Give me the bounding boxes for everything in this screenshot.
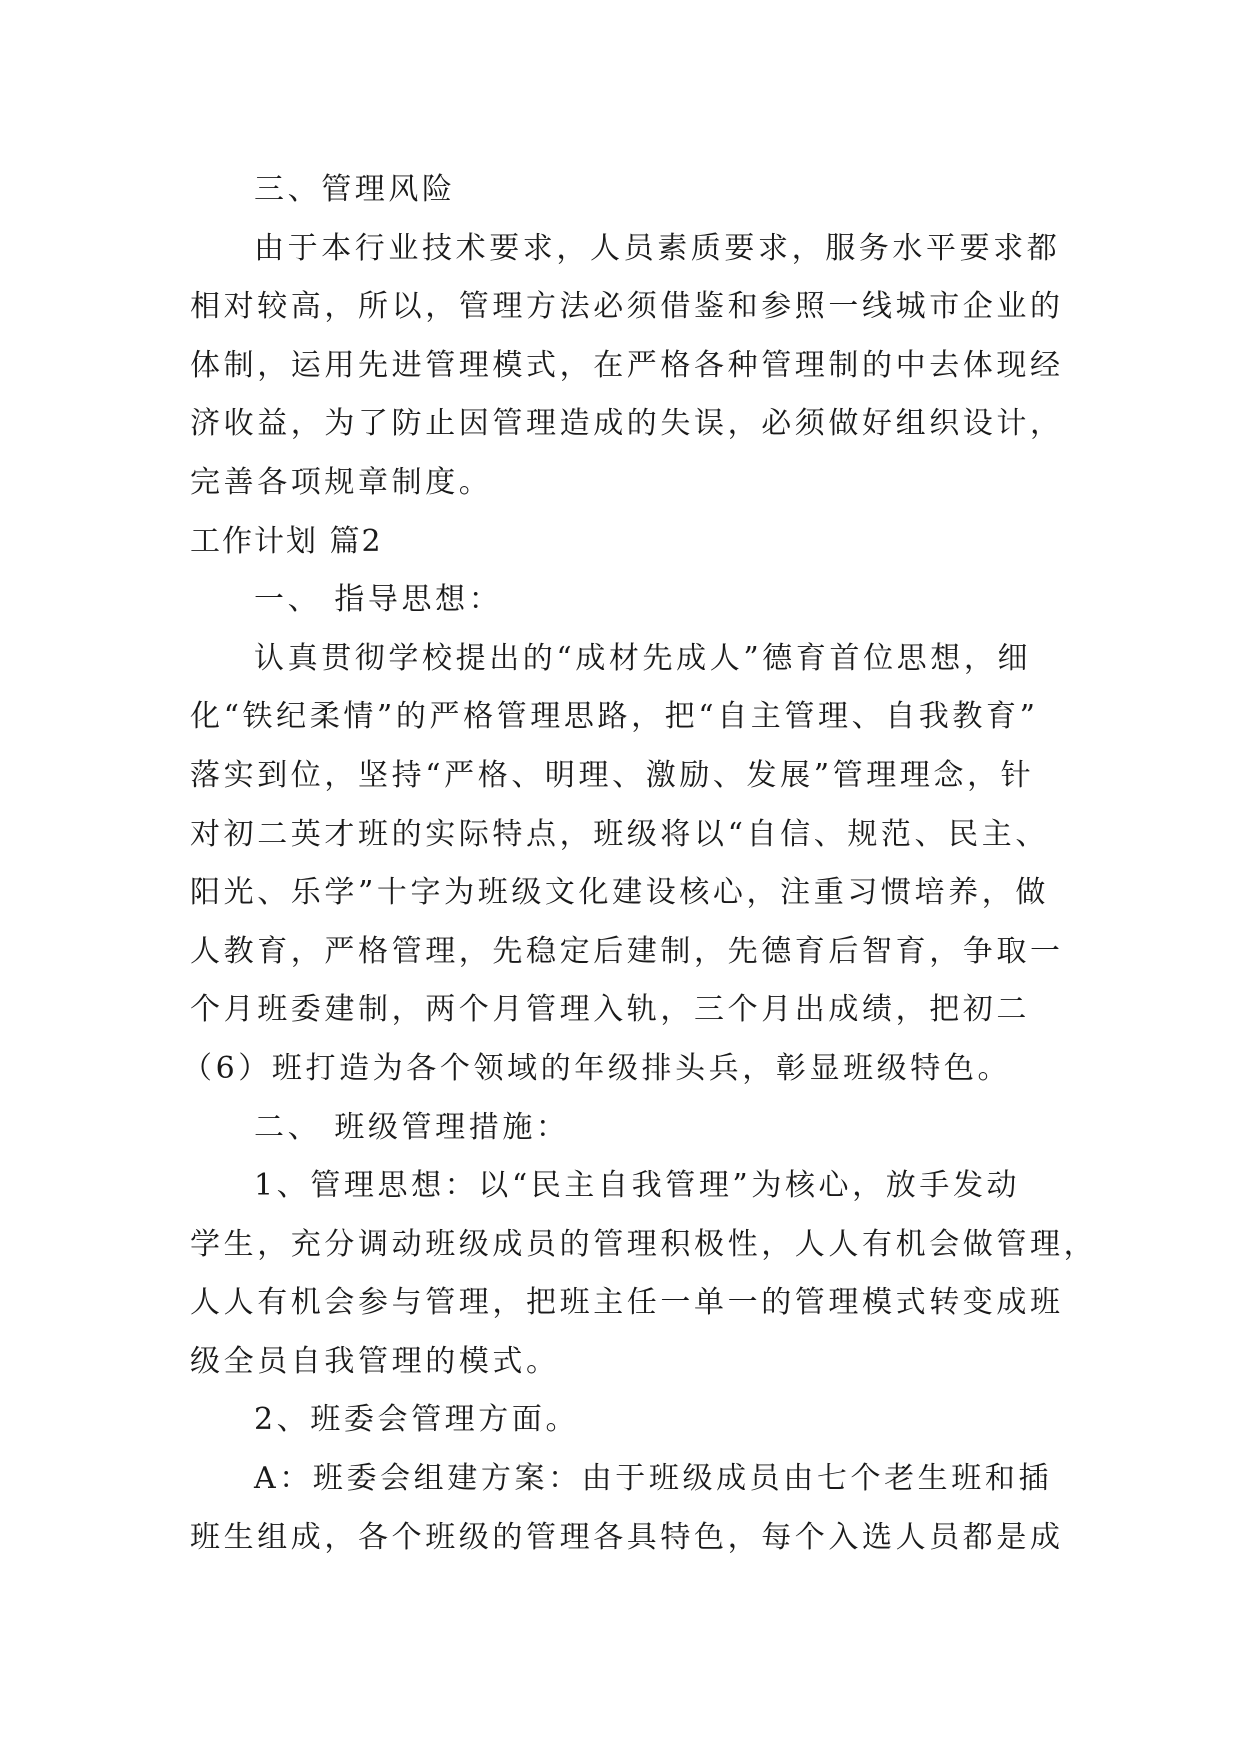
subsection-heading-committee: 2、班委会管理方面。 — [254, 1402, 580, 1438]
paragraph-line: 人人有机会参与管理，把班主任一单一的管理模式转变成班 — [190, 1285, 1064, 1321]
paragraph-line: 完善各项规章制度。 — [190, 464, 493, 500]
paragraph-line: 个月班委建制，两个月管理入轨，三个月出成绩，把初二 — [190, 992, 1030, 1028]
paragraph-line: 1、管理思想：以“民主自我管理”为核心，放手发动 — [254, 1168, 1021, 1204]
paragraph-line: 学生，充分调动班级成员的管理积极性，人人有机会做管理， — [190, 1226, 1098, 1262]
document-body — [182, 161, 1098, 1567]
section-heading-guiding-ideology: 一、 指导思想： — [254, 582, 503, 618]
paragraph-line: 人教育，严格管理，先稳定后建制，先德育后智育，争取一 — [190, 933, 1064, 969]
paragraph-line: 体制，运用先进管理模式，在严格各种管理制的中去体现经 — [190, 347, 1064, 383]
paragraph-line: （6）班打造为各个领域的年级排头兵，彰显班级特色。 — [182, 1050, 1012, 1086]
paragraph-line: 阳光、乐学”十字为班级文化建设核心，注重习惯培养，做 — [190, 875, 1049, 911]
paragraph-line: 级全员自我管理的模式。 — [190, 1343, 560, 1379]
section-heading-class-measures: 二、 班级管理措施： — [254, 1109, 570, 1145]
paragraph-line: 认真贯彻学校提出的“成材先成人”德育首位思想，细 — [254, 640, 1032, 676]
paragraph-line: 由于本行业技术要求，人员素质要求，服务水平要求都 — [254, 230, 1061, 266]
paragraph-line: 落实到位，坚持“严格、明理、激励、发展”管理理念，针 — [190, 757, 1035, 793]
paragraph-line: 班生组成，各个班级的管理各具特色，每个入选人员都是成 — [190, 1519, 1064, 1555]
paragraph-line: 济收益，为了防止因管理造成的失误，必须做好组织设计， — [190, 406, 1064, 442]
section-heading-management-risk: 三、管理风险 — [254, 172, 456, 207]
paragraph-line: A：班委会组建方案：由于班级成员由七个老生班和插 — [254, 1461, 1053, 1497]
article-title: 工作计划 篇2 — [190, 523, 383, 559]
paragraph-line: 对初二英才班的实际特点，班级将以“自信、规范、民主、 — [190, 816, 1049, 852]
paragraph-line: 相对较高，所以，管理方法必须借鉴和参照一线城市企业的 — [190, 289, 1064, 325]
paragraph-line: 化“铁纪柔情”的严格管理思路，把“自主管理、自我教育” — [190, 699, 1039, 735]
